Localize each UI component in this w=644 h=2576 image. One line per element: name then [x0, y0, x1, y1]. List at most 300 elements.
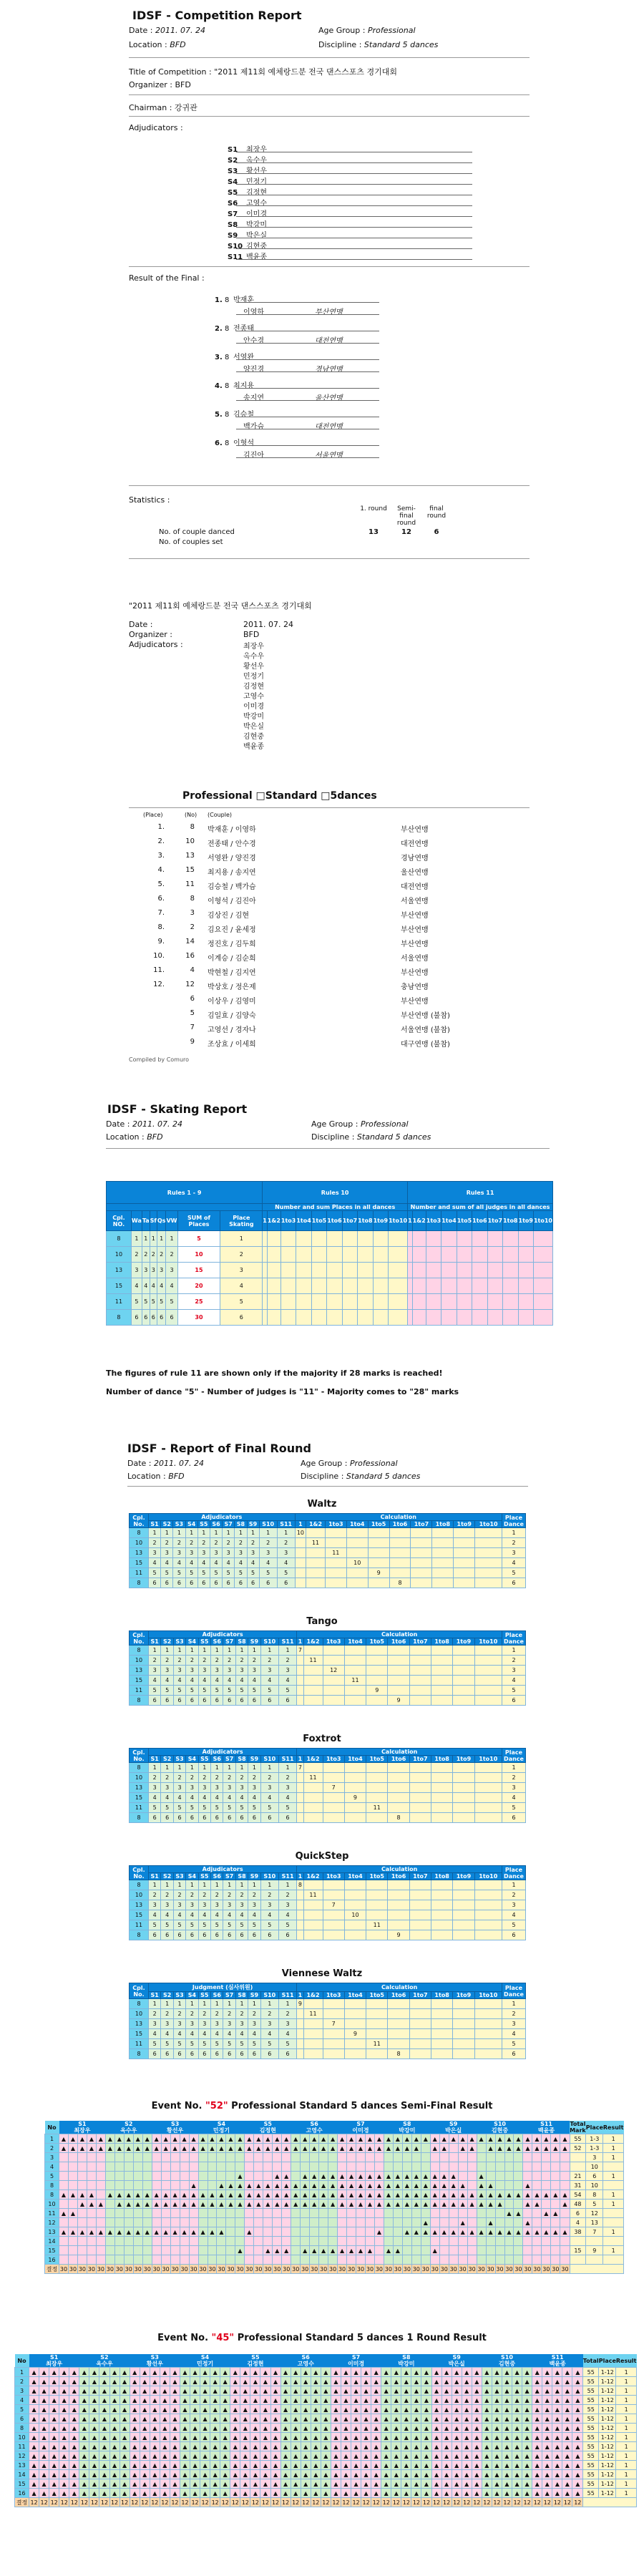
- col-calc: 1to5: [366, 1992, 388, 1999]
- mark-cell: [523, 2237, 532, 2246]
- col-calc: 1to7: [411, 1521, 432, 1528]
- mark-cell: ▲: [99, 2433, 109, 2442]
- mark-cell: ▲: [99, 2479, 109, 2489]
- mark-cell: [542, 2255, 551, 2265]
- underline: [236, 227, 472, 228]
- mark-cell: ▲: [260, 2479, 270, 2489]
- grid-row: [45, 2227, 624, 2237]
- row-place: 1-12: [599, 2405, 616, 2414]
- underline: [236, 302, 379, 303]
- calc-cell: [389, 1558, 411, 1568]
- mark-cell: ▲: [220, 2405, 230, 2414]
- mark-cell: ▲: [260, 2386, 270, 2396]
- mark-cell: ▲: [477, 2190, 486, 2200]
- mark-cell: ▲: [190, 2470, 200, 2479]
- calc-cell: [409, 1880, 431, 1890]
- mark-cell: ▲: [133, 2134, 142, 2144]
- calc-cell: [474, 1890, 502, 1900]
- col-sum: SUM of Places: [177, 1211, 220, 1231]
- rule11-cell: [503, 1247, 518, 1263]
- mark-cell: ▲: [160, 2396, 170, 2405]
- mark-cell: ▲: [374, 2181, 384, 2190]
- judge-code: S6: [301, 2354, 310, 2361]
- mark-cell: ▲: [381, 2386, 391, 2396]
- footer-count: 30: [273, 2265, 281, 2273]
- total-mark: 55: [583, 2405, 599, 2414]
- calc-cell: 7: [323, 1900, 344, 1910]
- col-rule11: 1to6: [472, 1211, 487, 1231]
- mark-cell: ▲: [562, 2386, 572, 2396]
- mark-cell: [152, 2255, 161, 2265]
- mark-cell: ▲: [472, 2414, 482, 2424]
- mark-cell: ▲: [39, 2414, 49, 2424]
- mark-cell: ▲: [495, 2227, 504, 2237]
- calc-cell: [297, 1803, 303, 1813]
- mark-cell: ▲: [341, 2461, 351, 2470]
- judge-code: S10: [494, 2121, 506, 2127]
- underline: [236, 184, 472, 185]
- mark-cell: ▲: [381, 2461, 391, 2470]
- judge-mark: 2: [185, 1538, 197, 1548]
- mark-cell: [384, 2227, 393, 2237]
- row-place: 1-12: [599, 2377, 616, 2386]
- total-mark: 55: [583, 2470, 599, 2479]
- judge-code: S4: [200, 2354, 210, 2361]
- cpl-no: 10: [130, 1538, 149, 1548]
- dance-table: [129, 1630, 526, 1706]
- mark-cell: ▲: [492, 2489, 502, 2498]
- mark-cell: ▲: [371, 2424, 381, 2433]
- judge-mark: 1: [247, 1528, 259, 1538]
- adjudicator-name: 옥수우: [246, 157, 267, 165]
- place-dance: 1: [502, 1999, 526, 2009]
- final-number: 8: [225, 296, 230, 304]
- mark-cell: ▲: [341, 2386, 351, 2396]
- summary-footer: Compiled by Comuro: [129, 1056, 190, 1063]
- mark-cell: ▲: [69, 2442, 79, 2451]
- summary-place: 5.: [157, 880, 165, 888]
- col-rule10: 1to4: [296, 1211, 311, 1231]
- mark-cell: ▲: [482, 2433, 492, 2442]
- mark-cell: [152, 2153, 161, 2162]
- mark-cell: ▲: [482, 2368, 492, 2377]
- judge-mark: 3: [260, 1666, 278, 1676]
- mark-cell: [235, 2218, 245, 2227]
- col-rule10: 1to7: [342, 1211, 357, 1231]
- mark-cell: [124, 2218, 133, 2227]
- calc-cell: [432, 1558, 454, 1568]
- mark-cell: [198, 2209, 208, 2218]
- mark-cell: ▲: [311, 2386, 321, 2396]
- calc-cell: [411, 1538, 432, 1548]
- mark-cell: ▲: [180, 2134, 189, 2144]
- mark-cell: [542, 2162, 551, 2172]
- mark-cell: ▲: [270, 2386, 280, 2396]
- mark-cell: ▲: [68, 2227, 77, 2237]
- calc-cell: [323, 1813, 344, 1823]
- mark-cell: ▲: [170, 2405, 180, 2414]
- mark-cell: ▲: [89, 2405, 99, 2414]
- mark-cell: ▲: [482, 2442, 492, 2451]
- footer-spacer: [570, 2265, 623, 2274]
- place-dance: 3: [502, 1548, 526, 1558]
- judge-mark: 4: [223, 1558, 235, 1568]
- cpl-no: 15: [130, 2029, 149, 2039]
- mark-cell: [152, 2162, 161, 2172]
- mark-cell: ▲: [180, 2424, 190, 2433]
- mark-cell: [393, 2162, 402, 2172]
- row-result: 1: [616, 2396, 637, 2405]
- rule10-cell: [263, 1263, 268, 1278]
- total-mark: 4: [570, 2218, 586, 2227]
- mark-cell: ▲: [522, 2414, 532, 2424]
- mark-cell: [467, 2162, 477, 2172]
- judge-header: [430, 2121, 477, 2134]
- calc-cell: [323, 1999, 344, 2009]
- judge-mark: 1: [198, 1763, 210, 1773]
- mark-cell: ▲: [504, 2134, 514, 2144]
- mark-cell: ▲: [99, 2414, 109, 2424]
- judge-mark: 2: [198, 2009, 210, 2019]
- judge-mark: 2: [161, 2009, 173, 2019]
- mark-cell: ▲: [270, 2489, 280, 2498]
- judge-mark: 1: [259, 1528, 277, 1538]
- judge-mark: 3: [260, 1783, 278, 1793]
- col-result: Result: [603, 2121, 624, 2134]
- mark-cell: ▲: [235, 2144, 245, 2153]
- judge-mark: 2: [248, 1656, 260, 1666]
- col-result: Result: [616, 2354, 637, 2368]
- mark-cell: ▲: [29, 2489, 39, 2498]
- judge-mark: 4: [211, 1793, 223, 1803]
- judge-mark: 6: [235, 1578, 247, 1588]
- summary-place: 10.: [153, 952, 165, 960]
- mark-cell: ▲: [160, 2405, 170, 2414]
- judge-mark: 5: [173, 1803, 185, 1813]
- mark-cell: ▲: [170, 2368, 180, 2377]
- place-dance: 4: [502, 1793, 526, 1803]
- mark-cell: [180, 2209, 189, 2218]
- mark-cell: ▲: [245, 2200, 254, 2209]
- mark-cell: ▲: [431, 2470, 441, 2479]
- mark-cell: ▲: [270, 2414, 280, 2424]
- mark-cell: ▲: [140, 2424, 150, 2433]
- judge-mark: 1: [210, 1528, 222, 1538]
- mark-cell: [477, 2246, 486, 2255]
- calc-cell: [295, 1538, 306, 1548]
- calc-cell: [388, 1773, 409, 1783]
- place-dance: 1: [502, 1528, 526, 1538]
- mark-cell: ▲: [69, 2386, 79, 2396]
- rules-group: Rules 10: [263, 1182, 408, 1204]
- judge-mark: 2: [186, 1656, 198, 1666]
- mark-cell: [514, 2162, 523, 2172]
- calc-cell: [432, 1568, 454, 1578]
- mark-cell: ▲: [421, 2386, 431, 2396]
- mark-cell: ▲: [59, 2144, 69, 2153]
- mark-cell: ▲: [250, 2489, 260, 2498]
- calc-cell: [431, 1656, 453, 1666]
- mark-cell: ▲: [351, 2442, 361, 2451]
- mark-cell: ▲: [150, 2386, 160, 2396]
- calc-cell: [323, 1890, 344, 1900]
- mark-cell: ▲: [39, 2489, 49, 2498]
- mark-cell: ▲: [439, 2227, 449, 2237]
- calc-cell: [323, 1793, 344, 1803]
- judge-mark: 2: [186, 2009, 198, 2019]
- judge-mark: 2: [173, 1538, 185, 1548]
- statistics: [0, 487, 644, 565]
- summary-place: 3.: [157, 852, 165, 860]
- grid-row: [15, 2377, 637, 2386]
- mark-cell: ▲: [351, 2470, 361, 2479]
- judge-mark: 3: [259, 1548, 277, 1558]
- mark-cell: ▲: [421, 2424, 431, 2433]
- mark-cell: ▲: [140, 2433, 150, 2442]
- mark-cell: [180, 2246, 189, 2255]
- mark-cell: ▲: [150, 2479, 160, 2489]
- row-no: 10: [45, 2200, 59, 2209]
- calc-cell: [366, 1676, 388, 1686]
- judge-mark: 4: [161, 1676, 173, 1686]
- mark-cell: ▲: [220, 2414, 230, 2424]
- judge-mark: 6: [186, 2049, 198, 2059]
- mark-cell: ▲: [210, 2433, 220, 2442]
- calc-cell: [453, 1793, 474, 1803]
- mark-cell: ▲: [119, 2368, 130, 2377]
- mark-cell: ▲: [150, 2451, 160, 2461]
- mark-cell: ▲: [482, 2479, 492, 2489]
- cpl-no: 13: [130, 1783, 149, 1793]
- calc-cell: [431, 2039, 453, 2049]
- calc-cell: [431, 2029, 453, 2039]
- judge-mark: 5: [247, 1568, 259, 1578]
- mark-cell: ▲: [190, 2396, 200, 2405]
- dance-row: [130, 2019, 526, 2029]
- mark-cell: ▲: [421, 2181, 430, 2190]
- summary-region: 경남연맹: [401, 855, 429, 862]
- calc-cell: [409, 2039, 431, 2049]
- mark-cell: ▲: [273, 2190, 282, 2200]
- sk-date: Date : 2011. 07. 24: [106, 1119, 182, 1129]
- mark-cell: [542, 2218, 551, 2227]
- mark-cell: ▲: [421, 2134, 430, 2144]
- mark-cell: ▲: [114, 2227, 124, 2237]
- judge-mark: 5: [223, 2039, 235, 2049]
- mark-cell: ▲: [462, 2396, 472, 2405]
- dance-place: 6: [142, 1310, 150, 1326]
- mark-cell: ▲: [208, 2134, 217, 2144]
- mark-cell: [542, 2200, 551, 2209]
- rule11-cell: [457, 1310, 472, 1326]
- calc-cell: [409, 1696, 431, 1706]
- mark-cell: ▲: [311, 2442, 321, 2451]
- cpl-no: 8: [130, 1696, 149, 1706]
- calc-cell: [409, 1666, 431, 1676]
- footer-count: 30: [143, 2265, 151, 2273]
- footer-count: 30: [514, 2265, 522, 2273]
- mark-cell: ▲: [79, 2433, 89, 2442]
- mark-cell: ▲: [365, 2190, 374, 2200]
- col-rule11: 1to5: [457, 1211, 472, 1231]
- mark-cell: ▲: [87, 2200, 96, 2209]
- footer-count: 12: [473, 2499, 481, 2506]
- mark-cell: ▲: [170, 2461, 180, 2470]
- footer-label: 결정: [15, 2498, 29, 2507]
- mark-cell: ▲: [161, 2144, 170, 2153]
- mark-cell: ▲: [29, 2424, 39, 2433]
- mark-cell: [59, 2153, 69, 2162]
- mark-cell: [142, 2237, 152, 2246]
- mark-cell: ▲: [109, 2414, 119, 2424]
- mark-cell: ▲: [198, 2144, 208, 2153]
- footer-count: 12: [322, 2499, 330, 2506]
- place-dance: 6: [502, 2049, 526, 2059]
- judge-mark: 1: [278, 1646, 296, 1656]
- calc-cell: [431, 1910, 453, 1920]
- final-region: 울산연맹: [315, 394, 343, 402]
- judge-name: 민정기: [213, 2127, 230, 2134]
- judge-mark: 1: [211, 1880, 223, 1890]
- mark-cell: [430, 2255, 439, 2265]
- mark-cell: ▲: [532, 2414, 542, 2424]
- mark-cell: ▲: [245, 2134, 254, 2144]
- mark-cell: [301, 2162, 310, 2172]
- mark-cell: ▲: [467, 2200, 477, 2209]
- mark-cell: ▲: [291, 2442, 301, 2451]
- mark-cell: [551, 2162, 560, 2172]
- mark-cell: ▲: [59, 2414, 69, 2424]
- mark-cell: ▲: [301, 2181, 310, 2190]
- grid-row: [15, 2479, 637, 2489]
- calc-cell: [453, 1666, 474, 1676]
- judge-mark: 4: [149, 1910, 161, 1920]
- mark-cell: ▲: [384, 2172, 393, 2181]
- mark-cell: ▲: [431, 2414, 441, 2424]
- mark-cell: ▲: [431, 2479, 441, 2489]
- judge-mark: 5: [248, 1920, 260, 1930]
- mark-cell: ▲: [119, 2451, 130, 2461]
- row-result: 1: [603, 2153, 624, 2162]
- mark-cell: ▲: [411, 2396, 421, 2405]
- judge-mark: 5: [235, 1803, 248, 1813]
- col-calculation: Calculation: [297, 1631, 502, 1638]
- mark-cell: ▲: [130, 2424, 140, 2433]
- footer-count: 12: [251, 2499, 259, 2506]
- mark-cell: ▲: [328, 2190, 338, 2200]
- mark-cell: ▲: [532, 2461, 542, 2470]
- mark-cell: ▲: [260, 2424, 270, 2433]
- mark-cell: [142, 2255, 152, 2265]
- mark-cell: [328, 2162, 338, 2172]
- mark-cell: [77, 2218, 87, 2227]
- mark-cell: ▲: [512, 2433, 522, 2442]
- mark-cell: ▲: [452, 2442, 462, 2451]
- calc-cell: 11: [344, 1676, 366, 1686]
- row-place: 1-12: [599, 2461, 616, 2470]
- place-dance: 1: [502, 1880, 526, 1890]
- mark-cell: [486, 2237, 495, 2246]
- cpl-no: 13: [130, 1900, 149, 1910]
- mark-cell: [328, 2237, 338, 2246]
- judge-mark: 2: [173, 2009, 185, 2019]
- footer-count: 30: [190, 2265, 197, 2273]
- mark-cell: ▲: [105, 2144, 114, 2153]
- calc-cell: [325, 1578, 346, 1588]
- judge-mark: 1: [186, 1880, 198, 1890]
- cpl-no: 8: [107, 1231, 132, 1247]
- mark-cell: ▲: [273, 2246, 282, 2255]
- mark-cell: ▲: [351, 2479, 361, 2489]
- mark-cell: ▲: [220, 2377, 230, 2386]
- mark-cell: [68, 2162, 77, 2172]
- judge-mark: 1: [186, 1763, 198, 1773]
- col-rule11: 1: [408, 1211, 413, 1231]
- mark-cell: ▲: [462, 2405, 472, 2414]
- judge-mark: 3: [278, 1783, 296, 1793]
- mark-cell: ▲: [411, 2172, 421, 2181]
- calc-cell: [409, 1890, 431, 1900]
- cpl-no: 11: [130, 1803, 149, 1813]
- mark-cell: ▲: [321, 2479, 331, 2489]
- judge-mark: 2: [278, 1656, 296, 1666]
- mark-cell: ▲: [381, 2451, 391, 2461]
- mark-cell: ▲: [452, 2405, 462, 2414]
- mark-cell: ▲: [347, 2200, 356, 2209]
- mark-cell: ▲: [321, 2368, 331, 2377]
- final-leader: 최지용: [233, 382, 254, 390]
- mark-cell: ▲: [49, 2461, 59, 2470]
- calc-cell: [346, 1528, 368, 1538]
- mark-cell: [142, 2218, 152, 2227]
- rule11-cell: [408, 1310, 413, 1326]
- total-mark: [570, 2237, 586, 2246]
- sk-discipline: Discipline : Standard 5 dances: [311, 1132, 431, 1142]
- mark-cell: ▲: [79, 2451, 89, 2461]
- mark-cell: ▲: [200, 2451, 210, 2461]
- mark-cell: ▲: [512, 2470, 522, 2479]
- mark-cell: ▲: [68, 2134, 77, 2144]
- underline: [236, 205, 472, 206]
- calc-cell: [409, 1930, 431, 1940]
- stats-col-header: 1. round: [360, 505, 387, 512]
- mark-cell: ▲: [254, 2200, 263, 2209]
- mark-cell: ▲: [311, 2451, 321, 2461]
- mark-cell: [189, 2153, 198, 2162]
- mark-cell: ▲: [220, 2424, 230, 2433]
- mark-cell: ▲: [441, 2377, 452, 2386]
- row-result: 1: [603, 2144, 624, 2153]
- mark-cell: ▲: [79, 2405, 89, 2414]
- judge-mark: 6: [211, 1813, 223, 1823]
- mark-cell: ▲: [89, 2414, 99, 2424]
- calc-cell: [297, 2009, 303, 2019]
- mark-cell: ▲: [421, 2190, 430, 2200]
- mark-cell: [542, 2246, 551, 2255]
- mark-cell: [254, 2209, 263, 2218]
- judge-mark: 5: [198, 1686, 210, 1696]
- mark-cell: [393, 2255, 402, 2265]
- mark-cell: ▲: [421, 2227, 430, 2237]
- judge-mark: 3: [278, 1900, 296, 1910]
- underline: [236, 371, 379, 372]
- col-calc: 1to7: [409, 1873, 431, 1880]
- col-place-dance: Place Dance: [502, 1631, 526, 1646]
- col-calc: 1&2: [306, 1521, 326, 1528]
- calc-cell: [344, 2009, 366, 2019]
- calc-cell: [323, 1686, 344, 1696]
- age-group-row: Age Group : Professional: [318, 26, 416, 35]
